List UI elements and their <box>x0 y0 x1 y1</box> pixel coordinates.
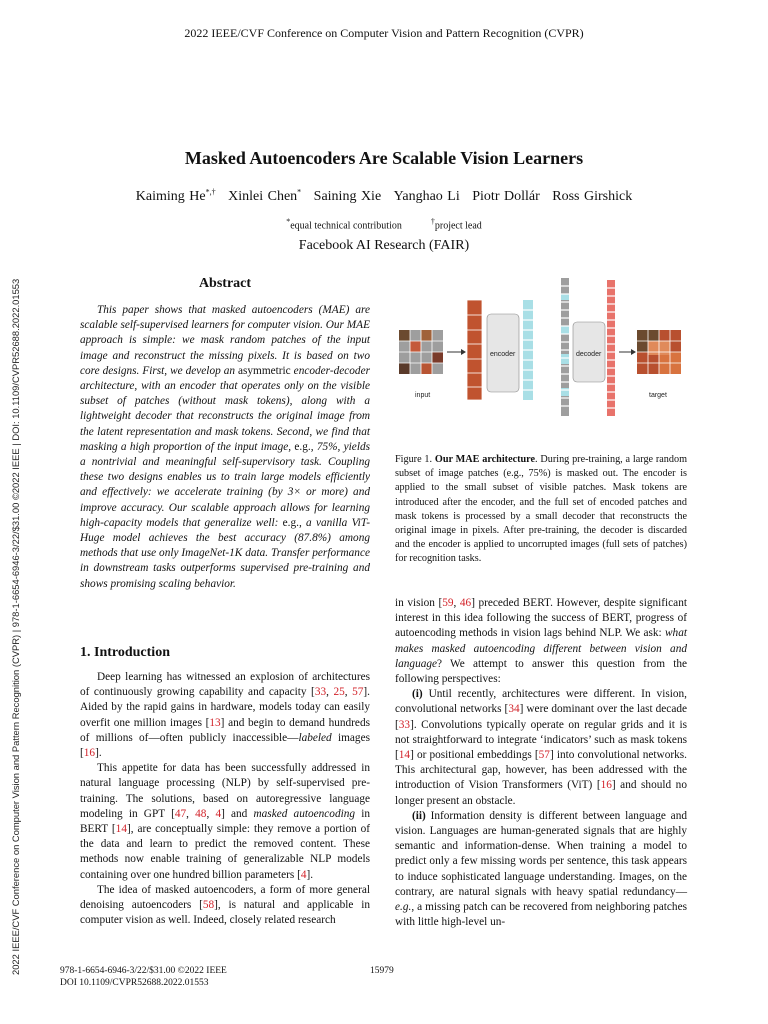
author: Xinlei Chen* <box>228 187 302 204</box>
author: Yanghao Li <box>393 188 460 204</box>
input-image-grid <box>399 330 443 374</box>
author-list <box>0 187 768 205</box>
author: Piotr Dollár <box>472 188 540 204</box>
paper-title: Masked Autoencoders Are Scalable Vision Learners <box>184 148 584 168</box>
intro-left-column: Deep learning has witnessed an explosion of architectures of continuously growing capability and capacity [33, 25, 57]. Aided by the rapid gains in hardware, models today can easily overfit one million images [13] and begin to demand hundreds of millions of—often publicly inaccessible—labeled images [16]. This appetite for data has been successfully addressed in natural language processing (NLP) by self-supervised pre-training. The solutions, based on autoregressive language modeling in GPT [47, 48, 4] and masked autoencoding in BERT [14], are conceptually simple: they remove a portion of the data and learn to predict the removed content. These methods now enable training of generalizable NLP models containing over one hundred billion parameters [4]. The idea of masked autoencoders, a form of more general denoising autoencoders [58], is natural and applicable in computer vision as well. Indeed, closely related research <box>80 671 371 927</box>
affiliation: Facebook AI Research (FAIR) <box>298 238 470 253</box>
target-image <box>637 330 681 374</box>
intro-right-column: in vision [59, 46] preceded BERT. However, despite significant interest in this idea following the success of BERT, progress of autoencoding methods in vision lags behind NLP. We ask: what makes masked autoencoding different between vision and language? We attempt to answer this question from the following perspectives: (i) Until recently, architectures were different. In vision, convolutional networks [34] were dominant over the last decade [33]. Convolutions typically operate on regular grids and it is not straightforward to integrate ‘indicators’ such as mask tokens [14] or positional embeddings [57] into convolutional networks. This architectural gap, however, has been addressed with the introduction of Vision Transformers (ViT) [16] and should no longer present an obstacle. (ii) Information density is different between language and vision. Languages are human-generated signals that are highly semantic and information-dense. When training a model to predict only a few missing words per sentence, this task appears to induce sophisticated language understanding. Images, on the contrary, are natural signals with heavy spatial redundancy—e.g., a missing patch can be recovered from neighboring patches with little high-level un- <box>395 597 687 929</box>
encoded-tokens <box>523 300 533 400</box>
author-notes: *equal technical contribution †project lead <box>286 217 482 232</box>
figure-caption: Figure 1. Our MAE architecture. During pre-training, a large random subset of image patches (e.g., 75%) is masked out. The encoder is applied to the small subset of visible patches. Mask tokens are introduced after the encoder, and the full set of encoded patches and mask tokens is processed by a small decoder that reconstructs the original image in pixels. After pre-training, the decoder is discarded and the encoder is applied to uncorrupted images (full sets of patches) for recognition tasks. <box>395 454 687 565</box>
page-number: 15979 <box>370 966 394 976</box>
section-heading-introduction: 1. Introduction <box>80 645 170 660</box>
decoder-output-tokens <box>607 280 615 416</box>
side-copyright-text: 2022 IEEE/CVF Conference on Computer Vision and Pattern Recognition (CVPR) | 978-1-6654-6946-3/22/$31.00 ©2022 IEEE | DOI: 10.1109/CVPR52688.2022.01553 <box>10 278 21 975</box>
isbn-text: 978-1-6654-6946-3/22/$31.00 ©2022 IEEE <box>60 966 227 976</box>
target-label: target <box>649 392 667 399</box>
mask-token-column <box>561 278 569 416</box>
encoder-label: encoder <box>490 351 516 358</box>
conference-header: 2022 IEEE/CVF Conference on Computer Vision and Pattern Recognition (CVPR) <box>184 26 584 40</box>
footer-identifiers <box>60 966 227 989</box>
author: Kaiming He*,† <box>135 187 216 204</box>
doi-text: DOI 10.1109/CVPR52688.2022.01553 <box>60 977 209 988</box>
abstract-text: This paper shows that masked autoencoders (MAE) are scalable self-supervised learners for computer vision. Our MAE approach is simple: we mask random patches of the input image and reconstruct the missing pixels. It is based on two core designs. First, we develop an asymmetric encoder-decoder architecture, with an encoder that operates only on the visible subset of patches (without mask tokens), along with a lightweight decoder that reconstructs the original image from the latent representation and mask tokens. Second, we find that masking a high proportion of the input image, e.g., 75%, yields a nontrivial and meaningful self-supervisory task. Coupling these two designs enables us to train large models efficiently and effectively: we accelerate training (by 3× or more) and improve accuracy. Our scalable approach allows for learning high-capacity models that generalize well: e.g., a vanilla ViT-Huge model achieves the best accuracy (87.8%) among methods that use only ImageNet-1K data. Transfer performance in downstream tasks outperforms supervised pre-training and shows promising scaling behavior. <box>80 304 371 590</box>
author: Ross Girshick <box>552 188 633 204</box>
decoder-label: decoder <box>576 351 602 358</box>
mae-architecture-figure <box>395 272 687 422</box>
input-label: input <box>415 392 431 399</box>
abstract-heading: Abstract <box>198 276 252 291</box>
visible-patches <box>467 300 482 400</box>
author: Saining Xie <box>313 188 382 204</box>
